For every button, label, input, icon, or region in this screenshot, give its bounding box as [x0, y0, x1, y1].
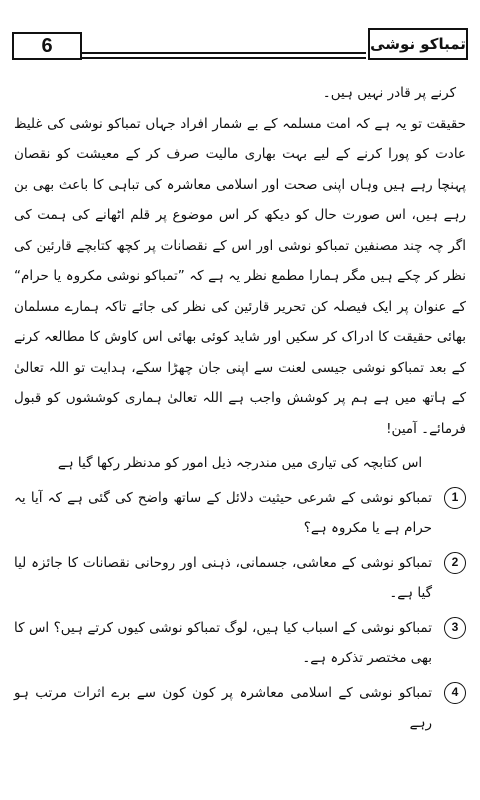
list-item-text: تمباکو نوشی کے اسلامی معاشرہ پر کون کون سے برے اثرات مرتب ہو رہے — [14, 684, 432, 731]
header-rule-bottom — [82, 57, 366, 59]
header-rule-top — [82, 52, 366, 54]
list-item — [14, 548, 466, 609]
list-item — [14, 678, 466, 739]
list-item — [14, 613, 466, 674]
main-paragraph: حقیقت تو یہ ہے کہ امت مسلمہ کے بے شمار افراد جہاں تمباکو نوشی کی غلیظ عادت کو پورا کرنے کے لیے بہت بھاری مالیت صرف کر کے معیشت کو نقصان پہنچا رہے ہیں وہاں اپنی صحت اور اسلامی معاشرہ کی تباہی کا باعث بھی بن رہے ہیں، اس صورت حال کو دیکھ کر اس موضوع پر قلم اٹھانے کی ہمت کی اگر چہ چند مصنفین تمباکو نوشی اور اس کے نقصانات پر کچھ کتابچے قارئین کی نظر کر چکے ہیں مگر ہمارا مطمع نظر یہ ہے کہ ”تمباکو نوشی مکروہ یا حرام“ کے عنوان پر ایک فیصلہ کن تحریر قارئین کی نظر کی جائے تاکہ ہمارے مسلمان بھائی حقیقت کا ادراک کر سکیں اور شاید کوئی بھائی اس کاوش کا مطالعہ کرنے کے بعد تمباکو نوشی جیسی لعنت سے اپنی جان چھڑا سکے، ہدایت تو اللہ تعالیٰ کے ہاتھ میں ہے ہم پر کوشش واجب ہے اللہ تعالیٰ ہماری کوششوں کو قبول فرمائے۔ آمین! — [14, 115, 466, 437]
page-number: 6 — [12, 32, 82, 60]
page-body — [14, 78, 466, 739]
page-header — [12, 24, 468, 68]
list-item-text: تمباکو نوشی کے معاشی، جسمانی، ذہنی اور روحانی نقصانات کا جائزہ لیا گیا ہے۔ — [14, 554, 432, 601]
list-number: 4 — [444, 682, 466, 704]
intro-line: کرنے پر قادر نہیں ہیں۔ — [322, 85, 456, 101]
book-title: تمباکو نوشی — [368, 28, 468, 60]
list-number: 2 — [444, 552, 466, 574]
list-item — [14, 483, 466, 544]
list-number: 1 — [444, 487, 466, 509]
list-item-text: تمباکو نوشی کے شرعی حیثیت دلائل کے ساتھ واضح کی گئی ہے کہ آیا یہ حرام ہے یا مکروہ ہے؟ — [14, 489, 432, 536]
list-item-text: تمباکو نوشی کے اسباب کیا ہیں، لوگ تمباکو نوشی کیوں کرتے ہیں؟ اس کا بھی مختصر تذکرہ ہے۔ — [14, 619, 432, 666]
list-intro: اس کتابچہ کی تیاری میں مندرجہ ذیل امور کو مدنظر رکھا گیا ہے — [57, 455, 423, 471]
list-number: 3 — [444, 617, 466, 639]
